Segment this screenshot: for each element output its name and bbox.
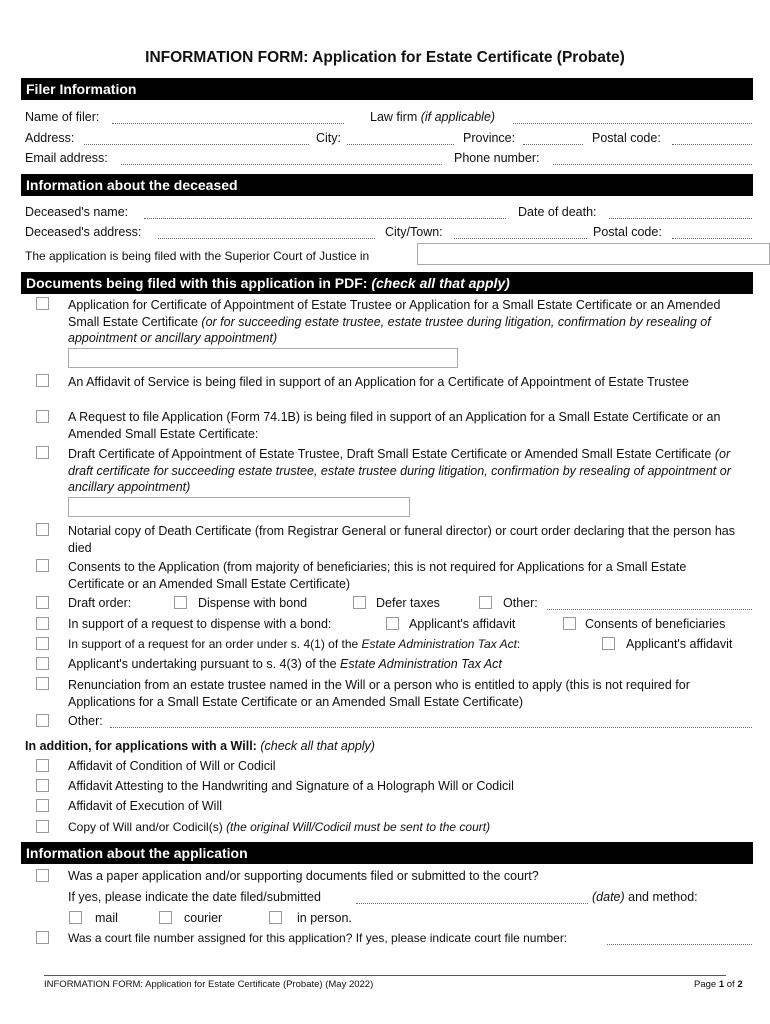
doc-draft-certificate-checkbox[interactable] xyxy=(36,446,49,459)
doc-consents-checkbox[interactable] xyxy=(36,559,49,572)
deceased-name-field[interactable] xyxy=(144,218,506,219)
doc-renunciation-checkbox[interactable] xyxy=(36,677,49,690)
doc-application-label: Application for Certificate of Appointment of Estate Trustee or Application for a Small Estate Certificate or an Amended Small Estate Certificate xyxy=(68,298,721,329)
court-location-label: The application is being filed with the Superior Court of Justice in xyxy=(25,249,370,263)
method-courier-label: courier xyxy=(184,911,223,925)
date-filed-label: If yes, please indicate the date filed/submitted xyxy=(68,890,321,904)
bond-applicant-affidavit-label: Applicant's affidavit xyxy=(409,617,516,631)
filer-city-label: City: xyxy=(316,131,341,145)
doc-request-form-checkbox[interactable] xyxy=(36,410,49,423)
filer-postal-label: Postal code: xyxy=(592,131,661,145)
court-file-number-checkbox[interactable] xyxy=(36,931,49,944)
doc-draft-certificate-label: Draft Certificate of Appointment of Estate Trustee, Draft Small Estate Certificate or Amended Small Estate Certificate xyxy=(68,447,712,461)
doc-request-form-text: A Request to file Application (Form 74.1B) is being filed in support of an Application for a Small Estate Certificate or an Amended Small Estate Certificate: xyxy=(68,410,721,441)
footer-form-name: INFORMATION FORM: Application for Estate Certificate (Probate) (May 2022) xyxy=(44,979,374,990)
doc-draft-certificate-text xyxy=(68,446,748,496)
doc-application-note: (or for succeeding estate trustee, estate trustee during litigation, confirmation by resealing of appointment or ancillary appointment) xyxy=(68,314,711,345)
law-firm-label-text: Law firm xyxy=(370,110,418,124)
doc-application-type-field[interactable] xyxy=(68,348,458,368)
section-filer-heading-text: Filer Information xyxy=(26,81,137,97)
section-filer-heading xyxy=(21,78,753,100)
doc-support-order-checkbox[interactable] xyxy=(36,637,49,650)
section-deceased-heading-text: Information about the deceased xyxy=(26,177,238,193)
method-in-person-label: in person. xyxy=(297,911,352,925)
doc-support-bond-checkbox[interactable] xyxy=(36,617,49,630)
footer-page-prefix: Page xyxy=(694,979,717,990)
renunciation-text: Renunciation from an estate trustee named in the Will or a person who is entitled to apply (this is not required for Applications for a Small Estate Certificate or an Amended Small Estate Certificate) xyxy=(68,678,690,709)
section-deceased-heading xyxy=(21,174,753,196)
doc-application-checkbox[interactable] xyxy=(36,297,49,310)
doc-death-certificate-checkbox[interactable] xyxy=(36,523,49,536)
will-execution-checkbox[interactable] xyxy=(36,799,49,812)
footer-page-current: 1 xyxy=(718,979,725,990)
footer-page-total: 2 xyxy=(737,979,743,990)
filer-province-label: Province: xyxy=(463,131,516,145)
doc-affidavit-service-text: An Affidavit of Service is being filed in support of an Application for a Certificate of Appointment of Estate Trustee xyxy=(68,375,689,389)
support-order-label xyxy=(68,636,520,652)
support-bond-label: In support of a request to dispense with a bond: xyxy=(68,617,332,631)
draft-order-other-label: Other: xyxy=(503,596,538,610)
method-in-person-checkbox[interactable] xyxy=(269,911,282,924)
doc-draft-order-checkbox[interactable] xyxy=(36,596,49,609)
will-condition-label: Affidavit of Condition of Will or Codicil xyxy=(68,759,276,773)
deceased-address-field[interactable] xyxy=(158,238,375,239)
filer-email-label: Email address: xyxy=(25,151,108,165)
paper-application-question: Was a paper application and/or supporting documents filed or submitted to the court? xyxy=(68,869,539,883)
defer-taxes-checkbox[interactable] xyxy=(353,596,366,609)
will-heading xyxy=(25,738,375,754)
will-holograph-checkbox[interactable] xyxy=(36,779,49,792)
footer-page-number xyxy=(694,979,743,990)
date-of-death-label: Date of death: xyxy=(518,205,597,219)
doc-other-label: Other: xyxy=(68,714,103,728)
undertaking-label xyxy=(68,656,502,672)
doc-draft-certificate-note: (or draft certificate for succeeding estate trustee, estate trustee during litigation, confirmation by resealing of appointment or ancillary appointment) xyxy=(68,447,731,494)
draft-order-other-field[interactable] xyxy=(547,609,752,610)
undertaking-act: Estate Administration Tax Act xyxy=(340,657,502,671)
will-heading-note: (check all that apply) xyxy=(260,739,375,753)
court-file-number-field[interactable] xyxy=(607,944,752,945)
method-mail-checkbox[interactable] xyxy=(69,911,82,924)
footer-page-of: of xyxy=(726,979,735,990)
bond-consents-label: Consents of beneficiaries xyxy=(585,617,726,631)
doc-consents-text: Consents to the Application (from majority of beneficiaries; this is not required for Applications for a Small Estate Certificate or an Amended Small Estate Certificate) xyxy=(68,560,687,591)
section-application-heading xyxy=(21,842,753,864)
filer-city-field[interactable] xyxy=(347,144,454,145)
bond-consents-checkbox[interactable] xyxy=(563,617,576,630)
dispense-bond-checkbox[interactable] xyxy=(174,596,187,609)
doc-other-field[interactable] xyxy=(110,727,752,728)
date-note: (date) xyxy=(592,890,625,904)
will-copy-text: Copy of Will and/or Codicil(s) xyxy=(68,820,223,834)
section-documents-heading-note: (check all that apply) xyxy=(371,275,510,291)
support-order-act: Estate Administration Tax Act xyxy=(361,637,517,651)
will-execution-label: Affidavit of Execution of Will xyxy=(68,799,223,813)
method-mail-label: mail xyxy=(95,911,118,925)
order-applicant-affidavit-label: Applicant's affidavit xyxy=(626,637,733,651)
law-firm-label xyxy=(370,109,495,125)
date-of-death-field[interactable] xyxy=(609,218,752,219)
doc-application-text xyxy=(68,297,748,347)
filer-postal-field[interactable] xyxy=(672,144,752,145)
method-label xyxy=(592,889,698,905)
deceased-postal-label: Postal code: xyxy=(593,225,662,239)
dispense-bond-label: Dispense with bond xyxy=(198,596,308,610)
will-copy-label xyxy=(68,819,490,835)
draft-order-other-checkbox[interactable] xyxy=(479,596,492,609)
filer-phone-field[interactable] xyxy=(553,164,752,165)
doc-undertaking-checkbox[interactable] xyxy=(36,657,49,670)
method-label-text: and method: xyxy=(628,890,698,904)
support-order-pre: In support of a request for an order under s. 4(1) of the xyxy=(68,637,359,651)
order-applicant-affidavit-checkbox[interactable] xyxy=(602,637,615,650)
section-documents-heading xyxy=(21,272,753,294)
page-title: INFORMATION FORM: Application for Estate Certificate (Probate) xyxy=(145,49,625,66)
footer-divider xyxy=(44,975,726,976)
draft-order-label: Draft order: xyxy=(68,596,132,610)
will-holograph-label: Affidavit Attesting to the Handwriting and Signature of a Holograph Will or Codicil xyxy=(68,779,514,793)
filer-name-field[interactable] xyxy=(112,123,344,124)
doc-draft-certificate-type-field[interactable] xyxy=(68,497,410,517)
deceased-postal-field[interactable] xyxy=(672,238,752,239)
deceased-city-label: City/Town: xyxy=(385,225,443,239)
deceased-city-field[interactable] xyxy=(454,238,587,239)
doc-affidavit-service-checkbox[interactable] xyxy=(36,374,49,387)
filer-address-field[interactable] xyxy=(84,144,309,145)
method-courier-checkbox[interactable] xyxy=(159,911,172,924)
section-documents-heading-text: Documents being filed with this application in PDF: xyxy=(26,275,368,291)
law-firm-field[interactable] xyxy=(513,123,752,124)
filer-email-field[interactable] xyxy=(121,164,442,165)
doc-death-certificate-text: Notarial copy of Death Certificate (from Registrar General or funeral director) or court order declaring that the person has died xyxy=(68,524,735,555)
will-copy-note: (the original Will/Codicil must be sent to the court) xyxy=(226,820,491,834)
filer-phone-label: Phone number: xyxy=(454,151,540,165)
filer-address-label: Address: xyxy=(25,131,75,145)
will-heading-text: In addition, for applications with a Will: xyxy=(25,739,257,753)
filer-province-field[interactable] xyxy=(523,144,583,145)
filer-name-label: Name of filer: xyxy=(25,110,100,124)
deceased-name-label: Deceased's name: xyxy=(25,205,129,219)
court-location-select[interactable] xyxy=(417,243,770,265)
paper-application-checkbox[interactable] xyxy=(36,869,49,882)
bond-applicant-affidavit-checkbox[interactable] xyxy=(386,617,399,630)
will-condition-checkbox[interactable] xyxy=(36,759,49,772)
section-application-heading-text: Information about the application xyxy=(26,845,248,861)
court-file-number-question: Was a court file number assigned for this application? If yes, please indicate court file number: xyxy=(68,931,568,945)
deceased-address-label: Deceased's address: xyxy=(25,225,142,239)
support-order-colon: : xyxy=(516,637,521,651)
law-firm-note: (if applicable) xyxy=(420,110,496,124)
undertaking-pre: Applicant's undertaking pursuant to s. 4(3) of the xyxy=(68,657,337,671)
doc-other-checkbox[interactable] xyxy=(36,714,49,727)
defer-taxes-label: Defer taxes xyxy=(376,596,440,610)
date-filed-field[interactable] xyxy=(356,903,588,904)
will-copy-checkbox[interactable] xyxy=(36,820,49,833)
